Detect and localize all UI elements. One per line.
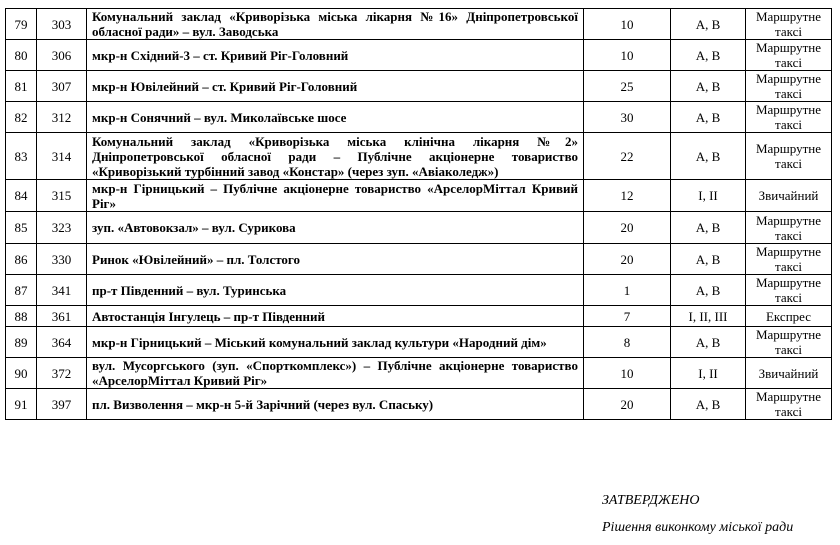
vehicle-count-cell: 8 — [584, 327, 671, 358]
table-row — [6, 212, 832, 244]
vehicle-class-cell: А, В — [671, 275, 746, 306]
route-number-cell: 312 — [37, 102, 87, 133]
vehicle-class-cell: А, В — [671, 40, 746, 71]
approval-subtitle: Рішення виконкому міської ради — [602, 520, 794, 535]
vehicle-class-cell: А, В — [671, 327, 746, 358]
vehicle-count-cell: 12 — [584, 180, 671, 212]
route-number-cell: 323 — [37, 212, 87, 244]
route-description-cell: мкр-н Сонячний – вул. Миколаївське шосе — [87, 102, 584, 133]
service-mode-cell: Маршрутне таксі — [746, 40, 832, 71]
route-number-cell: 315 — [37, 180, 87, 212]
row-index-cell: 90 — [6, 358, 37, 389]
route-number-cell: 330 — [37, 244, 87, 275]
row-index-cell: 84 — [6, 180, 37, 212]
vehicle-class-cell: І, ІІ — [671, 358, 746, 389]
vehicle-count-cell: 25 — [584, 71, 671, 102]
row-index-cell: 88 — [6, 306, 37, 327]
route-description-cell: Автостанція Інгулець – пр-т Південний — [87, 306, 584, 327]
route-number-cell: 361 — [37, 306, 87, 327]
row-index-cell: 87 — [6, 275, 37, 306]
row-index-cell: 81 — [6, 71, 37, 102]
service-mode-cell: Маршрутне таксі — [746, 212, 832, 244]
table-row — [6, 306, 832, 327]
vehicle-count-cell: 1 — [584, 275, 671, 306]
vehicle-class-cell: І, ІІ — [671, 180, 746, 212]
route-description-cell: вул. Мусоргського (зуп. «Спорткомплекс») – Публічне акціонерне товариство «АрселорМіттал Кривий Ріг» — [87, 358, 584, 389]
vehicle-count-cell: 20 — [584, 212, 671, 244]
service-mode-cell: Звичайний — [746, 358, 832, 389]
service-mode-cell: Маршрутне таксі — [746, 102, 832, 133]
table-row — [6, 133, 832, 180]
route-description-cell: мкр-н Гірницький – Публічне акціонерне товариство «АрселорМіттал Кривий Ріг» — [87, 180, 584, 212]
row-index-cell: 85 — [6, 212, 37, 244]
vehicle-class-cell: А, В — [671, 102, 746, 133]
vehicle-count-cell: 10 — [584, 9, 671, 40]
table-row — [6, 9, 832, 40]
approval-title: ЗАТВЕРДЖЕНО — [602, 493, 700, 508]
route-description-cell: Комунальний заклад «Криворізька міська клінічна лікарня №2» Дніпропетровської обласної ради – Публічне акціонерне товариство «Криворізький турбінний завод «Констар» (через зуп. «Авіаколедж») — [87, 133, 584, 180]
row-index-cell: 79 — [6, 9, 37, 40]
route-number-cell: 314 — [37, 133, 87, 180]
vehicle-count-cell: 7 — [584, 306, 671, 327]
route-number-cell: 372 — [37, 358, 87, 389]
service-mode-cell: Маршрутне таксі — [746, 244, 832, 275]
row-index-cell: 82 — [6, 102, 37, 133]
service-mode-cell: Маршрутне таксі — [746, 327, 832, 358]
route-number-cell: 364 — [37, 327, 87, 358]
vehicle-count-cell: 20 — [584, 389, 671, 420]
vehicle-count-cell: 22 — [584, 133, 671, 180]
service-mode-cell: Експрес — [746, 306, 832, 327]
vehicle-class-cell: А, В — [671, 244, 746, 275]
service-mode-cell: Маршрутне таксі — [746, 133, 832, 180]
table-row — [6, 180, 832, 212]
route-description-cell: мкр-н Ювілейний – ст. Кривий Ріг-Головний — [87, 71, 584, 102]
vehicle-class-cell: А, В — [671, 9, 746, 40]
row-index-cell: 89 — [6, 327, 37, 358]
service-mode-cell: Маршрутне таксі — [746, 275, 832, 306]
route-number-cell: 397 — [37, 389, 87, 420]
vehicle-class-cell: І, ІІ, ІІІ — [671, 306, 746, 327]
route-description-cell: пл. Визволення – мкр-н 5-й Зарічний (через вул. Спаську) — [87, 389, 584, 420]
vehicle-count-cell: 10 — [584, 358, 671, 389]
vehicle-count-cell: 20 — [584, 244, 671, 275]
service-mode-cell: Маршрутне таксі — [746, 389, 832, 420]
routes-table — [5, 8, 832, 420]
row-index-cell: 91 — [6, 389, 37, 420]
vehicle-class-cell: А, В — [671, 389, 746, 420]
route-number-cell: 307 — [37, 71, 87, 102]
service-mode-cell: Звичайний — [746, 180, 832, 212]
vehicle-count-cell: 10 — [584, 40, 671, 71]
route-description-cell: Комунальний заклад «Криворізька міська лікарня №16» Дніпропетровської обласної ради» – вул. Заводська — [87, 9, 584, 40]
route-description-cell: мкр-н Східний-3 – ст. Кривий Ріг-Головний — [87, 40, 584, 71]
table-row — [6, 275, 832, 306]
row-index-cell: 83 — [6, 133, 37, 180]
route-number-cell: 303 — [37, 9, 87, 40]
row-index-cell: 80 — [6, 40, 37, 71]
route-description-cell: Ринок «Ювілейний» – пл. Толстого — [87, 244, 584, 275]
route-description-cell: мкр-н Гірницький – Міський комунальний заклад культури «Народний дім» — [87, 327, 584, 358]
service-mode-cell: Маршрутне таксі — [746, 71, 832, 102]
route-description-cell: зуп. «Автовокзал» – вул. Сурикова — [87, 212, 584, 244]
service-mode-cell: Маршрутне таксі — [746, 9, 832, 40]
route-description-cell: пр-т Південний – вул. Туринська — [87, 275, 584, 306]
table-row — [6, 40, 832, 71]
vehicle-class-cell: А, В — [671, 212, 746, 244]
route-number-cell: 306 — [37, 40, 87, 71]
vehicle-count-cell: 30 — [584, 102, 671, 133]
table-row — [6, 358, 832, 389]
table-row — [6, 102, 832, 133]
routes-table-body — [6, 9, 832, 420]
route-number-cell: 341 — [37, 275, 87, 306]
table-row — [6, 327, 832, 358]
row-index-cell: 86 — [6, 244, 37, 275]
table-row — [6, 244, 832, 275]
table-row — [6, 389, 832, 420]
vehicle-class-cell: А, В — [671, 133, 746, 180]
table-row — [6, 71, 832, 102]
vehicle-class-cell: А, В — [671, 71, 746, 102]
